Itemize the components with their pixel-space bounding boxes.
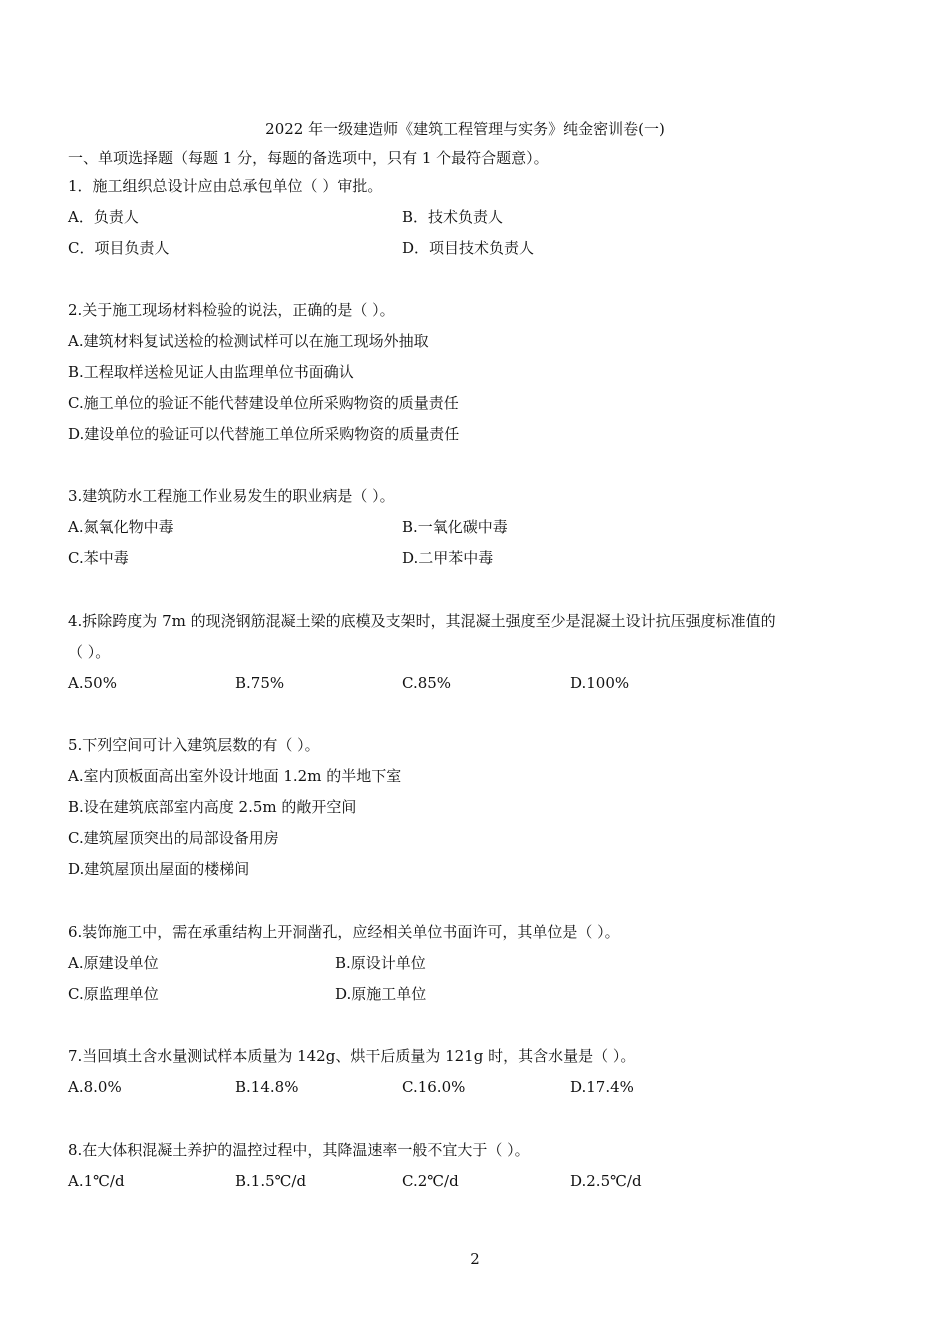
question-stem: 4.拆除跨度为 7m 的现浇钢筋混凝土梁的底模及支架时，其混凝土强度至少是混凝土设计抗压强度标准值的	[68, 612, 776, 630]
option-d: D.建设单位的验证可以代替施工单位所采购物资的质量责任	[68, 425, 460, 443]
option-d: D.建筑屋顶出屋面的楼梯间	[68, 860, 250, 878]
option-c: C.施工单位的验证不能代替建设单位所采购物资的质量责任	[68, 394, 459, 412]
question-stem: 2.关于施工现场材料检验的说法，正确的是（ ）。	[68, 301, 395, 319]
option-c: C.2℃/d	[402, 1172, 459, 1190]
option-c: C.16.0%	[402, 1078, 466, 1096]
option-d: D．项目技术负责人	[402, 239, 535, 257]
option-a: A.氮氧化物中毒	[68, 518, 174, 536]
question-stem: 5.下列空间可计入建筑层数的有（ ）。	[68, 736, 320, 754]
option-d: D.100%	[570, 674, 630, 692]
option-c: C.建筑屋顶突出的局部设备用房	[68, 829, 279, 847]
question-stem: 8.在大体积混凝土养护的温控过程中，其降温速率一般不宜大于（ ）。	[68, 1141, 530, 1159]
option-b: B.75%	[235, 674, 285, 692]
option-a: A.50%	[68, 674, 117, 692]
question-stem: 7.当回填土含水量测试样本质量为 142g、烘干后质量为 121g 时，其含水量是（ ）。	[68, 1047, 636, 1065]
page-title: 2022 年一级建造师《建筑工程管理与实务》纯金密训卷(一)	[265, 120, 665, 138]
option-a: A.原建设单位	[68, 954, 159, 972]
question-stem: 6.装饰施工中，需在承重结构上开洞凿孔，应经相关单位书面许可，其单位是（ ）。	[68, 923, 620, 941]
section-heading: 一、单项选择题（每题 1 分，每题的备选项中，只有 1 个最符合题意）。	[68, 149, 549, 167]
option-a: A.1℃/d	[68, 1172, 125, 1190]
option-d: D.17.4%	[570, 1078, 634, 1096]
option-a: A.室内顶板面高出室外设计地面 1.2m 的半地下室	[68, 767, 402, 785]
option-c: C.苯中毒	[68, 549, 129, 567]
option-d: D.二甲苯中毒	[402, 549, 494, 567]
option-b: B.14.8%	[235, 1078, 299, 1096]
option-b: B.一氧化碳中毒	[402, 518, 508, 536]
option-b: B.1.5℃/d	[235, 1172, 307, 1190]
option-c: C.原监理单位	[68, 985, 159, 1003]
option-b: B.工程取样送检见证人由监理单位书面确认	[68, 363, 354, 381]
question-stem: 3.建筑防水工程施工作业易发生的职业病是（ ）。	[68, 487, 395, 505]
question-stem: 1．施工组织总设计应由总承包单位（ ）审批。	[68, 177, 383, 195]
page-number: 2	[470, 1250, 480, 1268]
option-c: C．项目负责人	[68, 239, 170, 257]
question-stem-continued: （ ）。	[68, 643, 111, 661]
option-a: A.建筑材料复试送检的检测试样可以在施工现场外抽取	[68, 332, 429, 350]
option-a: A．负责人	[68, 208, 139, 226]
option-b: B.原设计单位	[335, 954, 426, 972]
option-b: B．技术负责人	[402, 208, 504, 226]
option-a: A.8.0%	[68, 1078, 122, 1096]
option-b: B.设在建筑底部室内高度 2.5m 的敞开空间	[68, 798, 357, 816]
option-d: D.原施工单位	[335, 985, 427, 1003]
option-c: C.85%	[402, 674, 452, 692]
option-d: D.2.5℃/d	[570, 1172, 642, 1190]
